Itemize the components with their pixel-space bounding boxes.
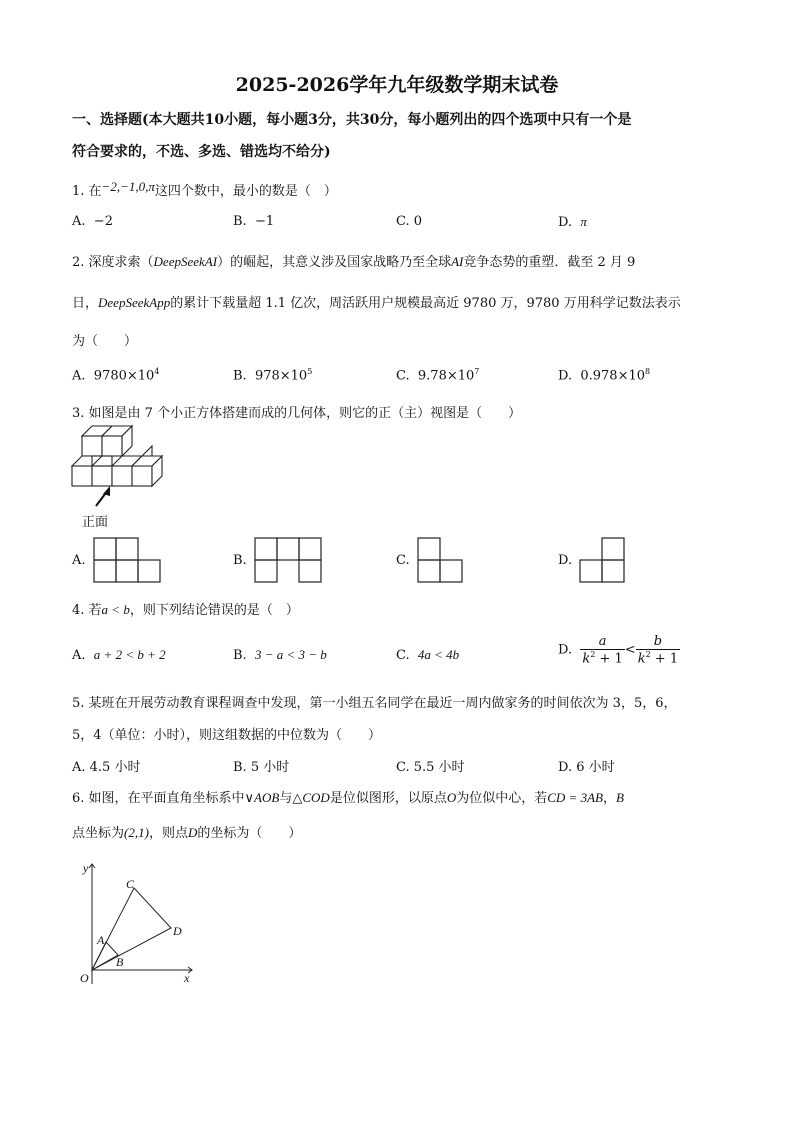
question-6-line2: 点坐标为(2,1)，则点D的坐标为（ ） [72, 825, 302, 841]
label-a: A [97, 933, 105, 947]
page-title: 2025-2026学年九年级数学期末试卷 [235, 74, 559, 96]
q3-option-d-label[interactable]: D. [558, 553, 573, 568]
q1-suffix: 这四个数中，最小的数是（ ） [154, 184, 337, 199]
label-o: O [80, 971, 89, 985]
coordinate-figure [74, 858, 198, 988]
q2-option-d[interactable]: D. $0.978\times 10^8$ [558, 367, 651, 384]
q4-option-c[interactable]: C. 4a < 4b [396, 647, 460, 663]
q2-option-c[interactable]: C. $9.78\times 10^7$ [396, 367, 480, 384]
q2-option-a[interactable]: A. $9780\times 10^4$ [72, 367, 160, 384]
q4-option-a[interactable]: A. a + 2 < b + 2 [72, 647, 166, 663]
q5-option-d[interactable]: D. 6 小时 [558, 760, 615, 775]
question-2-line1: 2. 深度求索（DeepSeekAI）的崛起，其意义涉及国家战略乃至全球AI竞争态势的重塑．截至 2 月 9 [72, 254, 636, 270]
question-4: 4. 若a < b，则下列结论错误的是（ ） [72, 602, 299, 618]
q1-math: −2,−1,0,π [101, 179, 155, 194]
label-b: B [116, 955, 124, 969]
q1-option-b[interactable]: B. −1 [233, 214, 275, 229]
q5-option-a[interactable]: A. 4.5 小时 [72, 760, 141, 775]
q3-option-a-label[interactable]: A. [72, 553, 86, 568]
q4-option-d[interactable]: D. $\frac{a}{k^2 + 1}$ < $\frac{b}{k^2 + 1}$ [558, 634, 679, 667]
q2-option-b[interactable]: B. $978\times 10^5$ [233, 367, 313, 384]
question-2-line2: 日，DeepSeekApp的累计下载量超 1.1 亿次，周活跃用户规模最高近 9780 万，9780 万用科学记数法表示 [72, 295, 681, 311]
q3-option-a-figure[interactable] [93, 537, 163, 583]
q1-prefix: 1. 在 [72, 184, 102, 199]
section-heading-line2: 符合要求的，不选、多选、错选均不给分) [72, 144, 331, 160]
q5-option-c[interactable]: C. 5.5 小时 [396, 760, 465, 775]
q5-option-b[interactable]: B. 5 小时 [233, 760, 290, 775]
question-6-line1: 6. 如图，在平面直角坐标系中∨AOB与△COD是位似图形，以原点O为位似中心，若CD = 3AB，B [72, 790, 624, 806]
triangle-cod [92, 888, 171, 970]
q1-option-c[interactable]: C. 0 [396, 214, 423, 229]
q3-option-c-figure[interactable] [417, 537, 467, 583]
q1-option-a[interactable]: A. −2 [72, 214, 113, 229]
triangle-aob [92, 942, 118, 970]
q3-option-d-figure[interactable] [579, 537, 629, 583]
q3-option-b-figure[interactable] [254, 537, 324, 583]
question-1 [72, 180, 337, 199]
q1-option-d[interactable]: D. π [558, 214, 587, 230]
label-x: x [184, 971, 190, 985]
label-y: y [83, 861, 89, 875]
q3-option-b-label[interactable]: B. [233, 553, 247, 568]
q3-option-c-label[interactable]: C. [396, 553, 410, 568]
front-label: 正面 [82, 515, 109, 530]
q4-option-b[interactable]: B. 3 − a < 3 − b [233, 647, 327, 663]
question-2-line3: 为（ ） [72, 334, 138, 349]
question-3: 3. 如图是由 7 个小正方体搭建而成的几何体，则它的正（主）视图是（ ） [72, 406, 522, 421]
question-5-line1: 5. 某班在开展劳动教育课程调查中发现，第一小组五名同学在最近一周内做家务的时间依次为 3，5，6， [72, 696, 677, 711]
label-c: C [126, 877, 135, 891]
section-heading-line1: 一、选择题(本大题共10小题，每小题3分，共30分，每小题列出的四个选项中只有一个是 [72, 112, 632, 128]
question-5-line2: 5，4（单位：小时），则这组数据的中位数为（ ） [72, 728, 382, 743]
label-d: D [173, 924, 182, 938]
